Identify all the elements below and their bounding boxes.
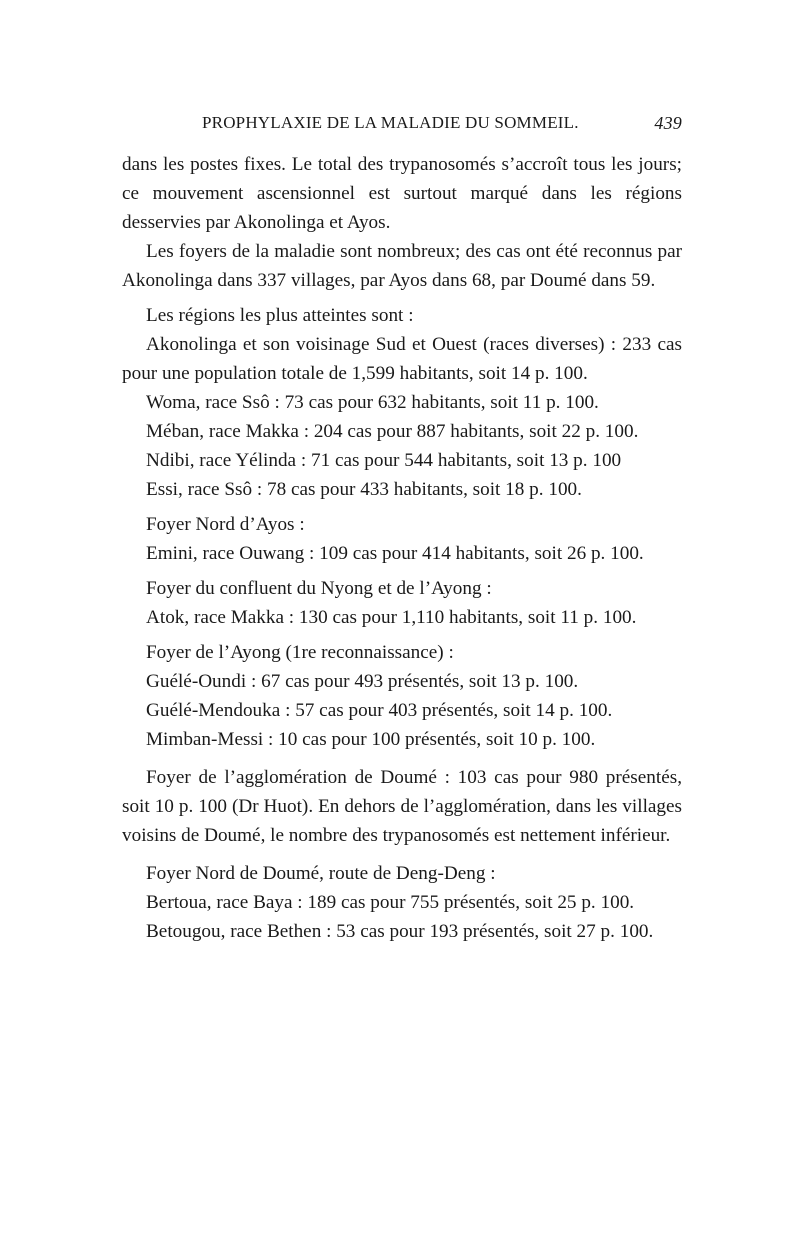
heading-foyer-ayong: Foyer de l’Ayong (1re reconnaissance) : — [146, 642, 454, 663]
heading-foyer-confluent: Foyer du confluent du Nyong et de l’Ayong : — [146, 578, 492, 599]
paragraph-regions-intro: Les régions les plus atteintes sont : — [146, 305, 414, 326]
paragraph-continuation: dans les postes fixes. Le total des trypanosomés s’accroît tous les jours; ce mouvement ascensionnel est surtout marqué dans les régions desservies par Akonolinga et Ayos. — [122, 154, 682, 233]
entry-emini: Emini, race Ouwang : 109 cas pour 414 habitants, soit 26 p. 100. — [146, 543, 644, 564]
entry-betougou: Betougou, race Bethen : 53 cas pour 193 présentés, soit 27 p. 100. — [146, 921, 654, 942]
running-title: PROPHYLAXIE DE LA MALADIE DU SOMMEIL. — [202, 113, 579, 132]
entry-bertoua: Bertoua, race Baya : 189 cas pour 755 présentés, soit 25 p. 100. — [146, 892, 635, 913]
entry-atok: Atok, race Makka : 130 cas pour 1,110 habitants, soit 11 p. 100. — [146, 607, 637, 628]
paragraph-foyer-doume: Foyer de l’agglomération de Doumé : 103 cas pour 980 présentés, soit 10 p. 100 (Dr Huot). En dehors de l’agglomération, dans les villages voisins de Doumé, le nombre des trypanosomés est nettement inférieur. — [122, 767, 682, 846]
entry-essi: Essi, race Ssô : 78 cas pour 433 habitants, soit 18 p. 100. — [146, 479, 582, 500]
entry-woma: Woma, race Ssô : 73 cas pour 632 habitants, soit 11 p. 100. — [146, 392, 599, 413]
entry-meban: Méban, race Makka : 204 cas pour 887 habitants, soit 22 p. 100. — [146, 421, 639, 442]
heading-foyer-nord-doume: Foyer Nord de Doumé, route de Deng-Deng : — [146, 863, 496, 884]
entry-akonolinga: Akonolinga et son voisinage Sud et Ouest (races diverses) : 233 cas pour une population totale de 1,599 habitants, soit 14 p. 100. — [122, 334, 682, 384]
page-number: 439 — [654, 113, 682, 133]
page-body — [122, 150, 682, 946]
running-header — [122, 113, 682, 141]
entry-guele-mendouka: Guélé-Mendouka : 57 cas pour 403 présentés, soit 14 p. 100. — [146, 700, 613, 721]
entry-ndibi: Ndibi, race Yélinda : 71 cas pour 544 habitants, soit 13 p. 100 — [146, 450, 622, 471]
heading-foyer-nord-ayos: Foyer Nord d’Ayos : — [146, 514, 305, 535]
entry-guele-oundi: Guélé-Oundi : 67 cas pour 493 présentés, soit 13 p. 100. — [146, 671, 579, 692]
paragraph-foyers: Les foyers de la maladie sont nombreux; des cas ont été reconnus par Akonolinga dans 337 villages, par Ayos dans 68, par Doumé dans 59. — [122, 241, 682, 291]
entry-mimban-messi: Mimban-Messi : 10 cas pour 100 présentés, soit 10 p. 100. — [146, 729, 596, 750]
